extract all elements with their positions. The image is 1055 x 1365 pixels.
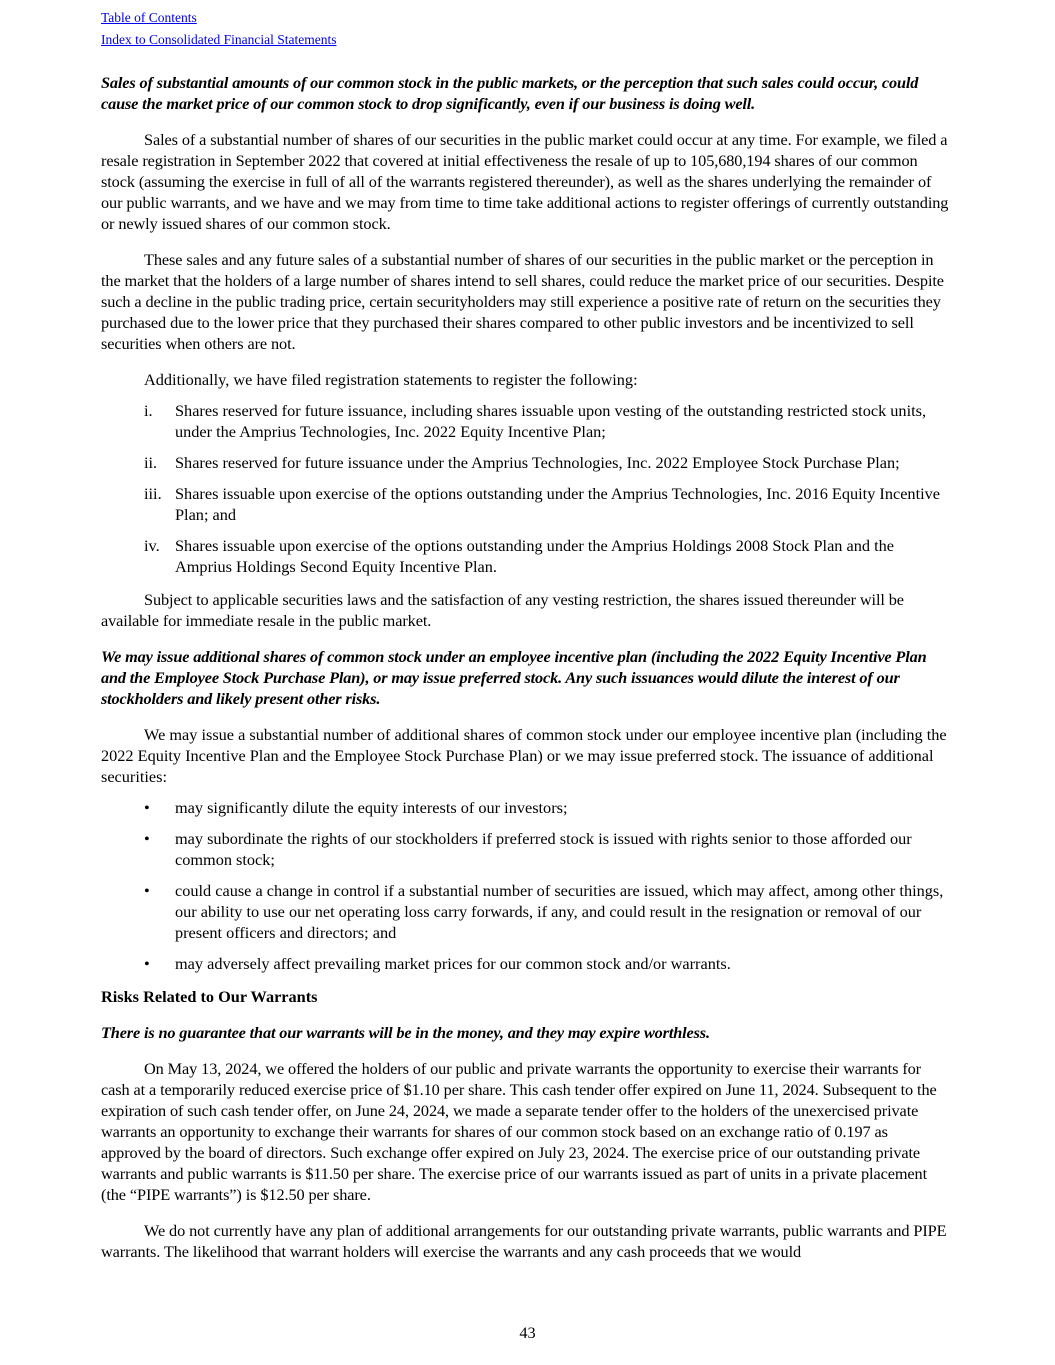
list-item <box>101 828 951 870</box>
list-item-text: Shares reserved for future issuance, including shares issuable upon vesting of the outstanding restricted stock units, under the Amprius Technologies, Inc. 2022 Equity Incentive Plan; <box>175 401 927 441</box>
list-item <box>101 535 951 577</box>
page-number: 43 <box>519 1323 536 1342</box>
section-heading-warrants: Risks Related to Our Warrants <box>101 987 318 1006</box>
paragraph-issue-shares: We may issue a substantial number of additional shares of common stock under our employee incentive plan (including the 2022 Equity Incentive Plan and the Employee Stock Purchase Plan) or we may issue preferred stock. The issuance of additional securities: <box>101 725 947 786</box>
list-item <box>101 483 951 525</box>
table-of-contents-link[interactable]: Table of Contents <box>101 10 197 25</box>
paragraph-no-plan: We do not currently have any plan of additional arrangements for our outstanding private warrants, public warrants and PIPE warrants. The likelihood that warrant holders will exercise the warrants and any cash proceeds that we would <box>101 1221 947 1261</box>
registration-list <box>101 400 951 577</box>
risk-heading-stock-sales: Sales of substantial amounts of our common stock in the public markets, or the perception that such sales could occur, could cause the market price of our common stock to drop significantly, even if our business is doing well. <box>101 73 919 113</box>
paragraph-resale-registration: Sales of a substantial number of shares of our securities in the public market could occur at any time. For example, we filed a resale registration in September 2022 that covered at initial effectiveness the resale of up to 105,680,194 shares of our common stock (assuming the exercise in full of all of the warrants registered thereunder), as well as the shares underlying the remainder of our public warrants, and we have and we may from time to time take additional actions to register offerings of currently outstanding or newly issued shares of our common stock. <box>101 130 949 233</box>
list-item <box>101 400 951 442</box>
paragraph-registration-statements: Additionally, we have filed registration statements to register the following: <box>144 370 638 389</box>
list-marker: ii. <box>144 453 158 472</box>
paragraph-future-sales: These sales and any future sales of a substantial number of shares of our securities in the public market or the perception in the market that the holders of a large number of shares intend to sell shares, could reduce the market price of our securities. Despite such a decline in the public trading price, certain securityholders may still experience a positive rate of return on the securities they purchased due to the lower price that they purchased their shares compared to other public investors and be incentivized to sell securities when others are not. <box>101 250 944 353</box>
bullet-icon: • <box>144 881 150 900</box>
list-item-text: Shares reserved for future issuance under the Amprius Technologies, Inc. 2022 Employee Stock Purchase Plan; <box>175 453 900 472</box>
list-item <box>101 452 951 473</box>
list-item-text: may adversely affect prevailing market prices for our common stock and/or warrants. <box>175 954 731 973</box>
list-marker: i. <box>144 401 153 420</box>
list-item <box>101 953 951 974</box>
list-item-text: may significantly dilute the equity interests of our investors; <box>175 798 568 817</box>
bullet-icon: • <box>144 798 150 817</box>
paragraph-vesting-restriction: Subject to applicable securities laws and the satisfaction of any vesting restriction, the shares issued thereunder will be available for immediate resale in the public market. <box>101 590 904 630</box>
list-item <box>101 880 951 943</box>
issuance-effects-list <box>101 797 951 974</box>
top-nav <box>101 7 336 51</box>
list-marker: iv. <box>144 536 160 555</box>
bullet-icon: • <box>144 954 150 973</box>
list-item-text: Shares issuable upon exercise of the options outstanding under the Amprius Holdings 2008 Stock Plan and the Amprius Holdings Second Equity Incentive Plan. <box>175 536 894 576</box>
risk-heading-additional-shares: We may issue additional shares of common stock under an employee incentive plan (including the 2022 Equity Incentive Plan and the Employee Stock Purchase Plan), or may issue preferred stock. Any such issuances would dilute the interest of our stockholders and likely present other risks. <box>101 647 927 708</box>
document-body <box>101 72 951 1277</box>
list-item-text: may subordinate the rights of our stockholders if preferred stock is issued with rights senior to those afforded our common stock; <box>175 829 912 869</box>
list-item-text: could cause a change in control if a substantial number of securities are issued, which may affect, among other things, our ability to use our net operating loss carry forwards, if any, and could result in the resignation or removal of our present officers and directors; and <box>175 881 944 942</box>
index-financial-statements-link[interactable]: Index to Consolidated Financial Statements <box>101 32 337 47</box>
paragraph-tender-offer: On May 13, 2024, we offered the holders of our public and private warrants the opportunity to exercise their warrants for cash at a temporarily reduced exercise price of $1.10 per share. This cash tender offer expired on June 11, 2024. Subsequent to the expiration of such cash tender offer, on June 24, 2024, we made a separate tender offer to the holders of the unexercised private warrants an opportunity to exchange their warrants for shares of our common stock based on an exchange ratio of 0.197 as approved by the board of directors. Such exchange offer expired on July 23, 2024. The exercise price of our outstanding private warrants and public warrants is $11.50 per share. The exercise price of our warrants issued as part of units in a private placement (the “PIPE warrants”) is $12.50 per share. <box>101 1059 937 1204</box>
list-marker: iii. <box>144 484 162 503</box>
list-item-text: Shares issuable upon exercise of the options outstanding under the Amprius Technologies, Inc. 2016 Equity Incentive Plan; and <box>175 484 940 524</box>
bullet-icon: • <box>144 829 150 848</box>
risk-heading-warrants-worthless: There is no guarantee that our warrants will be in the money, and they may expire worthless. <box>101 1023 710 1042</box>
list-item <box>101 797 951 818</box>
